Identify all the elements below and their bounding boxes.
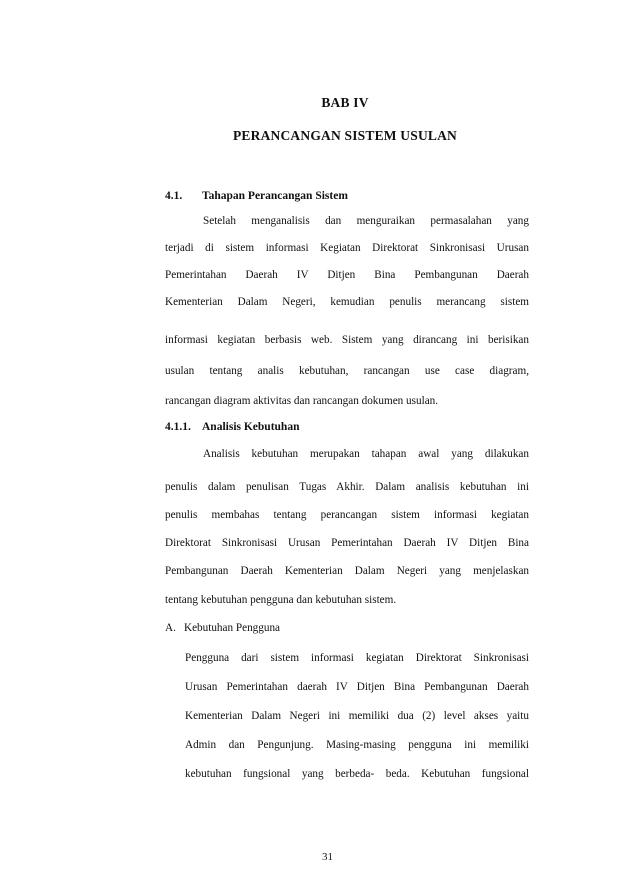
- section-number: 4.1.: [165, 190, 183, 202]
- paragraph-line: Pembangunan Daerah Kementerian Dalam Negeri yang menjelaskan: [165, 565, 529, 577]
- chapter-label: BAB IV: [321, 95, 369, 110]
- list-item-marker: A.: [165, 622, 176, 634]
- section-title: Tahapan Perancangan Sistem: [202, 190, 348, 202]
- paragraph-line: Pemerintahan Daerah IV Ditjen Bina Pembangunan Daerah: [165, 269, 529, 281]
- paragraph-line: penulis membahas tentang perancangan sistem informasi kegiatan: [165, 509, 529, 521]
- paragraph-line: kebutuhan fungsional yang berbeda- beda. Kebutuhan fungsional: [185, 768, 529, 780]
- paragraph-line: usulan tentang analis kebutuhan, rancangan use case diagram,: [165, 365, 529, 377]
- paragraph-line: Setelah menganalisis dan menguraikan permasalahan yang: [203, 215, 529, 227]
- paragraph-line: penulis dalam penulisan Tugas Akhir. Dalam analisis kebutuhan ini: [165, 481, 529, 493]
- paragraph-line: terjadi di sistem informasi Kegiatan Direktorat Sinkronisasi Urusan: [165, 242, 529, 254]
- paragraph-line: tentang kebutuhan pengguna dan kebutuhan sistem.: [165, 594, 397, 606]
- paragraph-line: Admin dan Pengunjung. Masing-masing pengguna ini memiliki: [185, 739, 529, 751]
- paragraph-line: Direktorat Sinkronisasi Urusan Pemerintahan Daerah IV Ditjen Bina: [165, 537, 529, 549]
- paragraph-line: Analisis kebutuhan merupakan tahapan awal yang dilakukan: [203, 448, 529, 460]
- subsection-title: Analisis Kebutuhan: [202, 421, 300, 433]
- subsection-number: 4.1.1.: [165, 421, 191, 433]
- page-number: 31: [322, 851, 333, 863]
- paragraph-line: Kementerian Dalam Negeri ini memiliki dua (2) level akses yaitu: [185, 710, 529, 722]
- paragraph-line: Pengguna dari sistem informasi kegiatan Direktorat Sinkronisasi: [185, 652, 529, 664]
- paragraph-line: Kementerian Dalam Negeri, kemudian penulis merancang sistem: [165, 296, 529, 308]
- chapter-title: PERANCANGAN SISTEM USULAN: [232, 128, 458, 143]
- list-item-title: Kebutuhan Pengguna: [184, 622, 281, 634]
- paragraph-line: informasi kegiatan berbasis web. Sistem yang dirancang ini berisikan: [165, 334, 529, 346]
- paragraph-line: rancangan diagram aktivitas dan rancangan dokumen usulan.: [165, 395, 439, 407]
- paragraph-line: Urusan Pemerintahan daerah IV Ditjen Bina Pembangunan Daerah: [185, 681, 529, 693]
